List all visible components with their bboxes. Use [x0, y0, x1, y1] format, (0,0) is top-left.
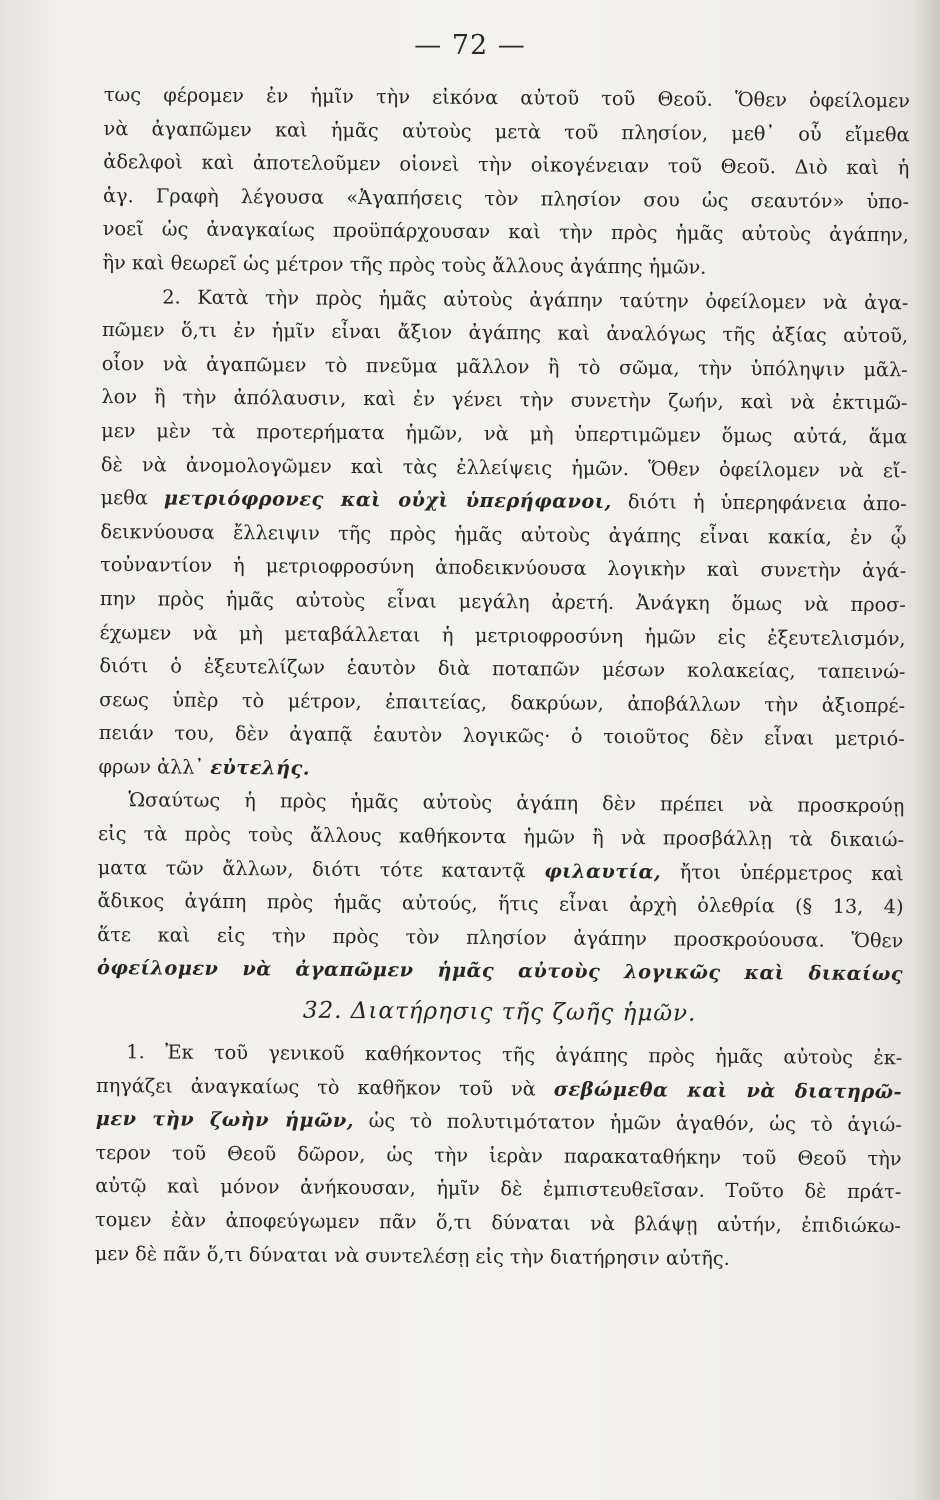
text-line: νοεῖ ὡς ἀναγκαίως προϋπάρχουσαν καὶ τὴν πρὸς ἡμᾶς αὐτοὺς ἀγάπην,	[102, 217, 909, 247]
text-line: δεικνύουσα ἔλλειψιν τῆς πρὸς ἡμᾶς αὐτοὺς ἀγάπης εἶναι κακία, ἐν ᾧ	[100, 519, 907, 550]
text-line: ἄδικος ἀγάπη πρὸς ἡμᾶς αὐτούς, ἥτις εἶναι ἀρχὴ ὀλεθρία (§ 13, 4)	[97, 889, 904, 919]
text-line: έχωμεν νὰ μὴ μεταβάλλεται ἡ μετριοφροσύνη ἡμῶν εἰς ἐξευτελισμόν,	[99, 620, 906, 650]
text-run: πηγάζει ἀναγκαίως τὸ καθῆκον τοῦ νὰ	[95, 1073, 536, 1101]
text-line: ἅτε καὶ εἰς τὴν πρὸς τὸν πλησίον ἀγάπην προσκρούουσα. Ὅθεν	[97, 922, 904, 953]
text-line: πῶμεν ὅ,τι ἐν ἡμῖν εἶναι ἄξιον ἀγάπης καὶ ἀναλόγως τῆς ἀξίας αὐτοῦ,	[101, 318, 909, 348]
emphasis-text: σεβώμεθα καὶ νὰ διατηρῶ-	[553, 1077, 903, 1103]
text-line: διότι ὁ ἐξευτελίζων ἑαυτὸν διὰ ποταπῶν μέσων κολακείας, ταπεινώ-	[99, 654, 906, 684]
text-run: ἤτοι ὑπέρμετρος καὶ	[679, 860, 904, 885]
paragraph-3	[97, 783, 905, 991]
text-run: ματα τῶν ἄλλων, διότι τότε καταντᾷ	[97, 855, 526, 882]
paragraph-4	[95, 1035, 903, 1276]
emphasis-text: εὐτελής.	[210, 755, 311, 780]
text-line: μεν δὲ πᾶν ὅ,τι δύναται νὰ συντελέσῃ εἰς τὴν διατήρησιν αὐτῆς.	[94, 1241, 730, 1270]
emphasis-text: μετριόφρονες καὶ οὐχὶ ὑπερήφανοι,	[163, 486, 612, 514]
text-run: φρων ἀλλ᾽	[98, 754, 205, 779]
emphasis-text: φιλαυτία,	[544, 859, 662, 884]
text-line: μεν μὲν τὰ προτερήματα ἡμῶν, νὰ μὴ ὑπερτιμῶμεν ὅμως αὐτά, ἅμα	[101, 418, 908, 449]
text-run: διότι ἡ ὑπερηφάνεια ἀπο-	[627, 490, 907, 516]
text-line: αὐτῷ καὶ μόνον ἀνήκουσαν, ἡμῖν δὲ ἐμπιστευθεῖσαν. Τοῦτο δὲ πράτ-	[95, 1174, 902, 1204]
text-run: ὡς τὸ πολυτιμότατον ἡμῶν ἀγαθόν, ὡς τὸ ἁγιώ-	[368, 1109, 902, 1137]
text-line: σεως ὑπὲρ τὸ μέτρον, ἐπαιτείας, δακρύων, ἀποβάλλων τὴν ἀξιοπρέ-	[99, 687, 906, 717]
text-line: τοὐναντίον ἡ μετριοφροσύνη ἀποδεικνύουσα λογικὴν καὶ συνετὴν ἀγά-	[100, 553, 907, 583]
text-line: τως φέρομεν ἐν ἡμῖν τὴν εἰκόνα αὐτοῦ τοῦ Θεοῦ. Ὅθεν ὀφείλομεν	[103, 82, 910, 113]
text-line: εἰς τὰ πρὸς τοὺς ἄλλους καθήκοντα ἡμῶν ἢ νὰ προσβάλλῃ τὰ δικαιώ-	[97, 822, 905, 852]
emphasis-line: ὀφείλομεν νὰ ἀγαπῶμεν ἡμᾶς αὐτοὺς λογικῶς καὶ δικαίως	[96, 956, 904, 986]
paragraph-1	[102, 78, 910, 286]
text-line: ἣν καὶ θεωρεῖ ὡς μέτρον τῆς πρὸς τοὺς ἄλλους ἀγάπης ἡμῶν.	[102, 250, 707, 279]
page-number: — 72 —	[414, 30, 526, 61]
text-line: πειάν του, δὲν ἀγαπᾷ ἑαυτὸν λογικῶς· ὁ τοιοῦτος δὲν εἶναι μετριό-	[98, 721, 905, 751]
emphasis-text: μεν τὴν ζωὴν ἡμῶν,	[95, 1107, 355, 1133]
text-line: 1. Ἐκ τοῦ γενικοῦ καθήκοντος τῆς ἀγάπης πρὸς ἡμᾶς αὐτοὺς ἐκ-	[126, 1040, 903, 1070]
text-line: ἀδελφοὶ καὶ ἀποτελοῦμεν οἱονεὶ τὴν οἰκογένειαν τοῦ Θεοῦ. Διὸ καὶ ἡ	[103, 150, 910, 180]
body-text	[95, 78, 910, 1276]
text-line: 2. Κατὰ τὴν πρὸς ἡμᾶς αὐτοὺς ἀγάπην ταύτην ὀφείλομεν νὰ ἀγα-	[162, 285, 909, 314]
text-line: τομεν ἐὰν ἀποφεύγωμεν πᾶν ὅ,τι δύναται νὰ βλάψῃ αὐτήν, ἐπιδιώκω-	[94, 1207, 902, 1238]
text-line: τερον τοῦ Θεοῦ δῶρον, ὡς τὴν ἱερὰν παρακαταθήκην τοῦ Θεοῦ τὴν	[95, 1140, 902, 1171]
text-line: νὰ ἀγαπῶμεν καὶ ἡμᾶς αὐτοὺς μετὰ τοῦ πλησίον, μεθ᾽ οὗ εἴμεθα	[103, 116, 910, 146]
text-line: οἷον νὰ ἀγαπῶμεν τὸ πνεῦμα μᾶλλον ἢ τὸ σῶμα, τὴν ὑπόληψιν μᾶλ-	[101, 351, 908, 382]
text-line: λον ἢ τὴν ἀπόλαυσιν, καὶ ἐν γένει τὴν συνετὴν ζωήν, καὶ νὰ ἐκτιμῶ-	[101, 385, 908, 415]
paragraph-2	[98, 280, 908, 790]
text-run: μεθα	[100, 486, 148, 510]
text-line: ἁγ. Γραφὴ λέγουσα «Ἀγαπήσεις τὸν πλησίον σου ὡς σεαυτόν» ὑπο-	[102, 183, 910, 214]
section-heading: 32. Διατήρησις τῆς ζωῆς ἡμῶν.	[302, 997, 697, 1027]
text-line: πην πρὸς ἡμᾶς αὐτοὺς εἶναι μεγάλη ἀρετή. Ἀνάγκη ὅμως νὰ προσ-	[99, 586, 906, 617]
text-line: δὲ νὰ ἀνομολογῶμεν καὶ τὰς ἐλλείψεις ἡμῶν. Ὅθεν ὀφείλομεν νὰ εἴ-	[100, 452, 908, 482]
page-edge-shadow	[914, 0, 940, 1500]
text-line: Ὡσαύτως ἡ πρὸς ἡμᾶς αὐτοὺς ἀγάπη δὲν πρέπει νὰ προσκρούῃ	[128, 788, 905, 818]
